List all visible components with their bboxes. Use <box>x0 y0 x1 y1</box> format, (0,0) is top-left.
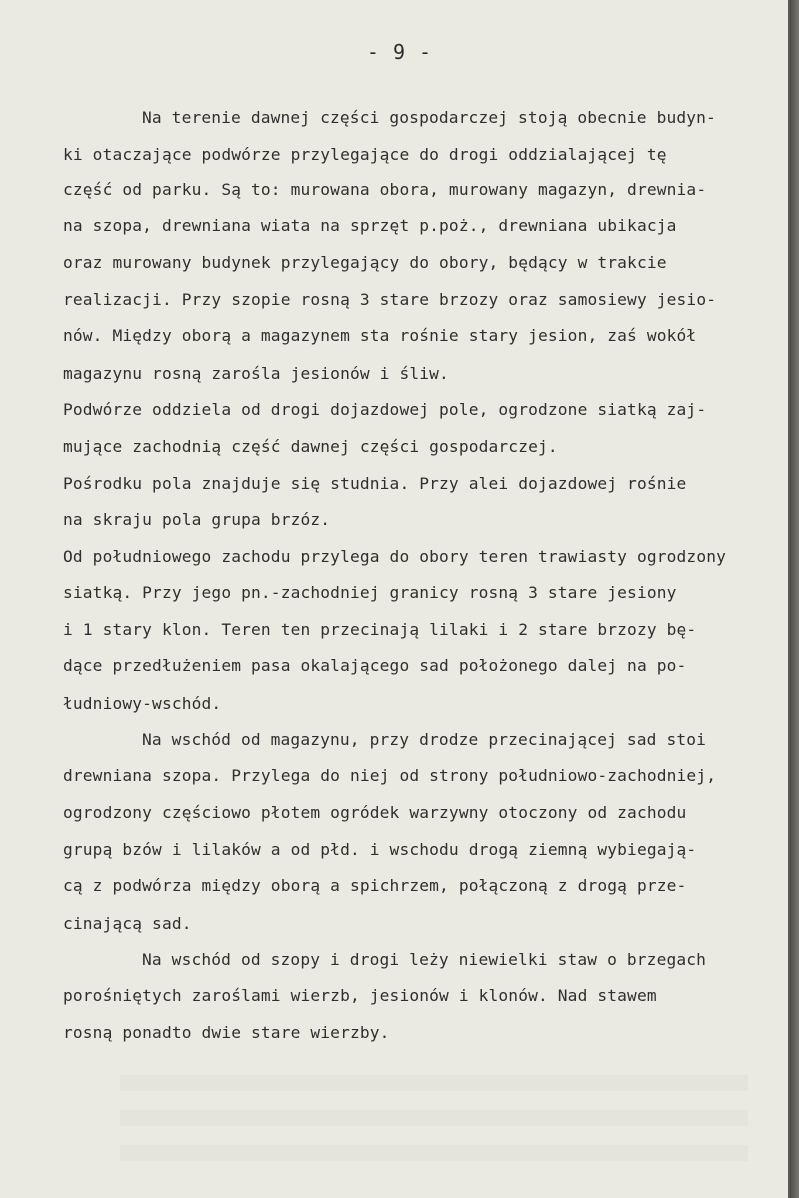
text-line: siatką. Przy jego pn.-zachodniej granicy rosną 3 stare jesiony <box>63 583 677 602</box>
text-line: grupą bzów i lilaków a od płd. i wschodu drogą ziemną wybiegają- <box>63 840 697 859</box>
text-line: na skraju pola grupa brzóz. <box>63 510 331 529</box>
text-line: nów. Między oborą a magazynem sta rośnie stary jesion, zaś wokół <box>63 326 697 345</box>
text-line: ki otaczające podwórze przylegające do drogi oddzialającej tę <box>63 145 667 164</box>
text-line: ogrodzony częściowo płotem ogródek warzywny otoczony od zachodu <box>63 803 687 822</box>
text-line: Na wschód od szopy i drogi leży niewielki staw o brzegach <box>142 950 707 969</box>
page-number: - 9 - <box>366 40 433 64</box>
text-line: część od parku. Są to: murowana obora, murowany magazyn, drewnia- <box>63 180 707 199</box>
text-line: cinającą sad. <box>63 914 192 933</box>
bleed-through-line <box>120 1075 748 1091</box>
text-line: Pośrodku pola znajduje się studnia. Przy alei dojazdowej rośnie <box>63 474 687 493</box>
text-line: rosną ponadto dwie stare wierzby. <box>63 1023 390 1042</box>
page-edge-shadow <box>790 0 799 1198</box>
text-line: Od południowego zachodu przylega do obory teren trawiasty ogrodzony <box>63 547 727 566</box>
text-line: na szopa, drewniana wiata na sprzęt p.poż., drewniana ubikacja <box>63 216 677 235</box>
bleed-through-line <box>120 1110 748 1126</box>
text-line: realizacji. Przy szopie rosną 3 stare brzozy oraz samosiewy jesio- <box>63 290 717 309</box>
text-line: Na wschód od magazynu, przy drodze przecinającej sad stoi <box>142 730 707 749</box>
text-line: Podwórze oddziela od drogi dojazdowej pole, ogrodzone siatką zaj- <box>63 400 707 419</box>
bleed-through-line <box>120 1145 748 1161</box>
text-line: cą z podwórza między oborą a spichrzem, połączoną z drogą prze- <box>63 876 687 895</box>
text-line: łudniowy-wschód. <box>63 694 222 713</box>
text-line: drewniana szopa. Przylega do niej od strony południowo-zachodniej, <box>63 766 717 785</box>
text-line: dące przedłużeniem pasa okalającego sad położonego dalej na po- <box>63 656 687 675</box>
text-line: magazynu rosną zarośla jesionów i śliw. <box>63 364 449 383</box>
text-line: Na terenie dawnej części gospodarczej stoją obecnie budyn- <box>142 108 716 127</box>
text-line: mujące zachodnią część dawnej części gospodarczej. <box>63 437 558 456</box>
text-line: i 1 stary klon. Teren ten przecinają lilaki i 2 stare brzozy bę- <box>63 620 697 639</box>
text-line: oraz murowany budynek przylegający do obory, będący w trakcie <box>63 253 667 272</box>
text-line: porośniętych zaroślami wierzb, jesionów i klonów. Nad stawem <box>63 986 657 1005</box>
